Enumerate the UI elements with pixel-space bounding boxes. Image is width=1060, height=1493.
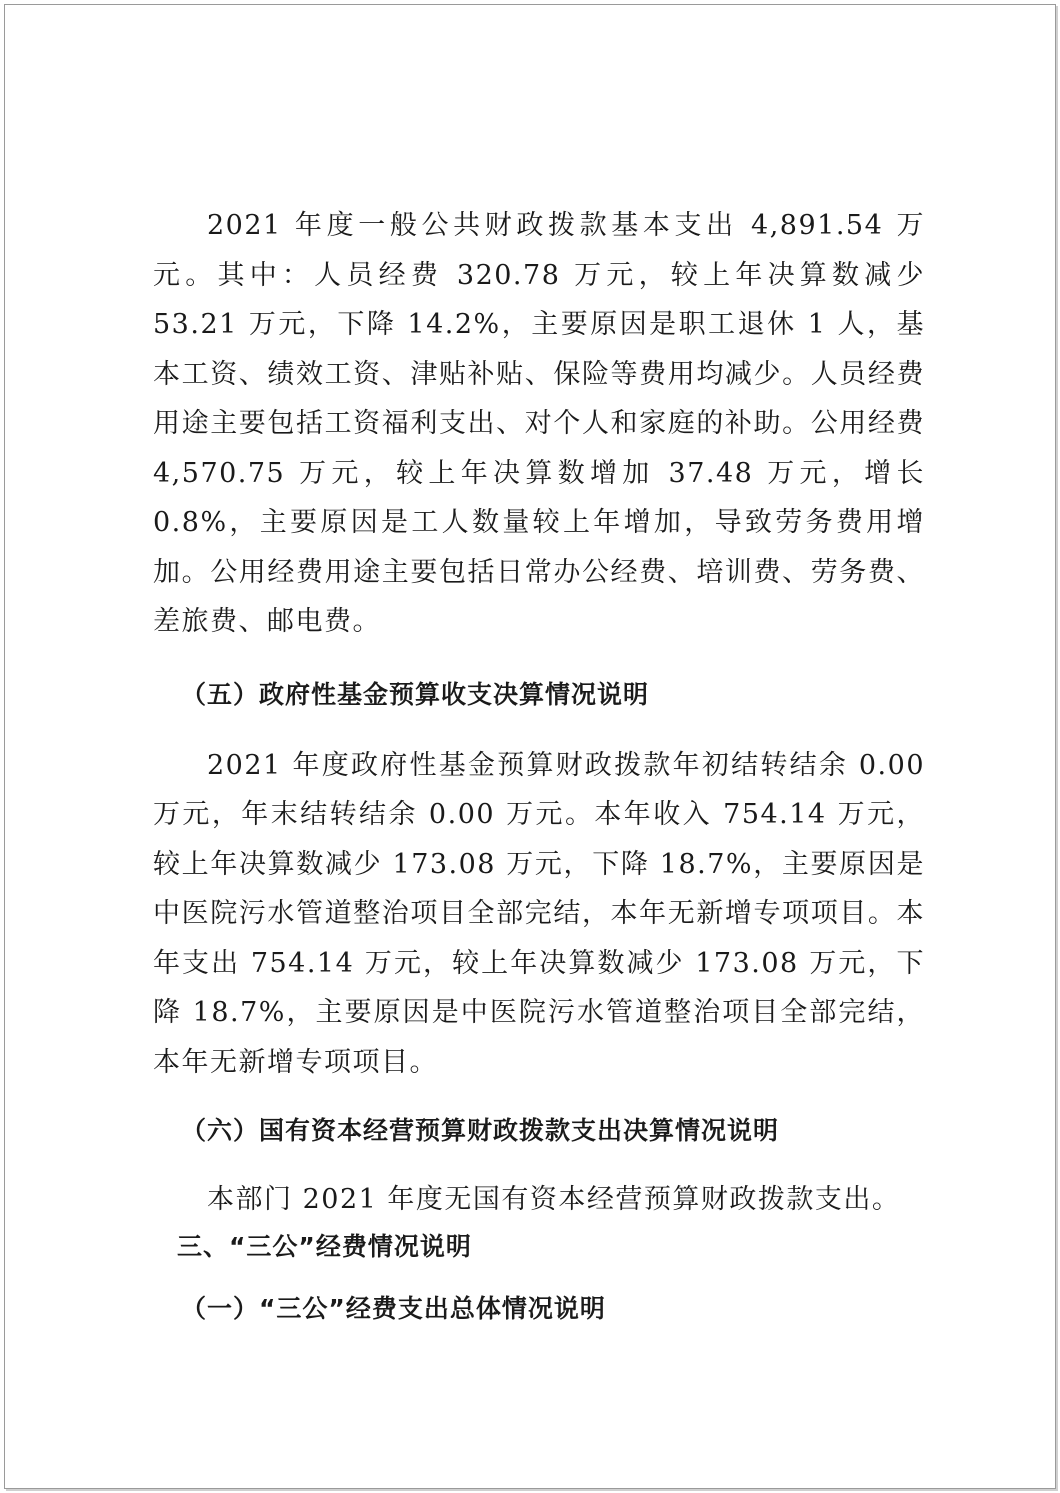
heading-government-fund-budget: （五）政府性基金预算收支决算情况说明 — [181, 679, 650, 709]
heading-state-capital-budget: （六）国有资本经营预算财政拨款支出决算情况说明 — [181, 1116, 780, 1145]
paragraph-government-fund-budget: 2021 年度政府性基金预算财政拨款年初结转结余 0.00 万元，年末结转结余 0.00 万元。本年收入 754.14 万元，较上年决算数减少 173.08 万元，下降 18.7%，主要原因是中医院污水管道整治项目全部完结，本年无新增专项项目。本年支出 754.14 万元，较上年决算数减少 173.08 万元，下降 18.7%，主要原因是中医院污水管道整治项目全部完结，本年无新增专项项目。 — [153, 749, 925, 1078]
document-body — [153, 201, 925, 1329]
heading-three-public-expenses: 三、“三公”经费情况说明 — [177, 1231, 472, 1261]
paragraph-general-budget-expenditure: 2021 年度一般公共财政拨款基本支出 4,891.54 万元。其中：人员经费 320.78 万元，较上年决算数减少 53.21 万元，下降 14.2%，主要原因是职工退休 1 人，基本工资、绩效工资、津贴补贴、保险等费用均减少。人员经费用途主要包括工资福利支出、对个人和家庭的补助。公用经费 4,570.75 万元，较上年决算数增加 37.48 万元，增长 0.8%，主要原因是工人数量较上年增加，导致劳务费用增加。公用经费用途主要包括日常办公经费、培训费、劳务费、差旅费、邮电费。 — [153, 210, 925, 637]
document-page — [4, 4, 1056, 1489]
heading-three-public-overall: （一）“三公”经费支出总体情况说明 — [181, 1293, 606, 1323]
paragraph-state-capital-budget: 本部门 2021 年度无国有资本经营预算财政拨款支出。 — [207, 1184, 901, 1215]
